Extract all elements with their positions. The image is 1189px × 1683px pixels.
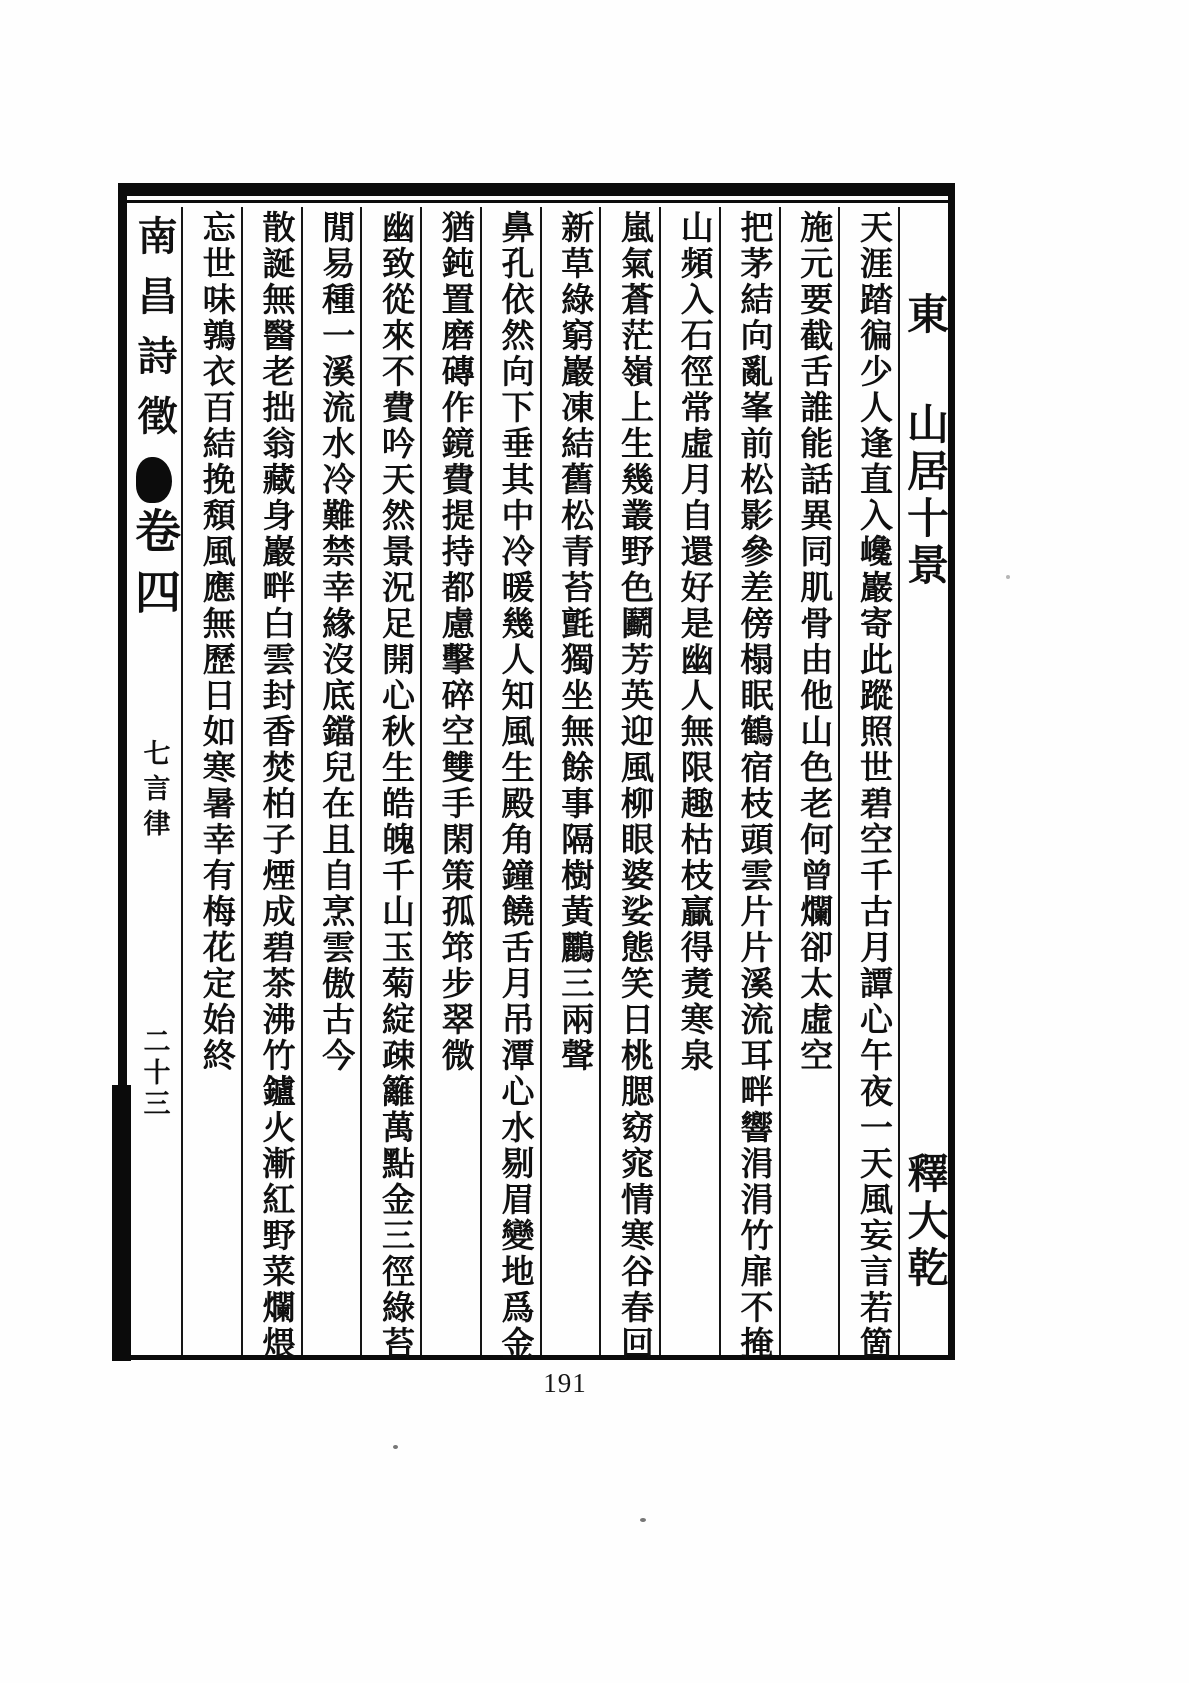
page-number: 191	[543, 1368, 587, 1398]
section-category: 東	[901, 292, 947, 339]
poem-column: 施元要截舌誰能話異同肌骨由他山色老何曾爛卻太虛空	[779, 207, 839, 1355]
poem-column: 猶鈍置磨磚作鏡費提持都慮擊碎空雙手閑策孤筇步翠微	[420, 207, 480, 1355]
text-area	[127, 207, 948, 1362]
poem-column: 鼻孔依然向下垂其中冷暖幾人知風生殿角鐘饒舌月吊潭心水剔眉變地爲金	[480, 207, 540, 1355]
scan-speck	[1006, 575, 1010, 579]
print-frame-border	[118, 183, 955, 1360]
scan-speck	[640, 1518, 646, 1522]
spine-ink-bar	[112, 1085, 131, 1361]
margin-column	[127, 207, 181, 1355]
poem-column: 把茅結向亂峯前松影參差傍榻眠鶴宿枝頭雲片片溪流耳畔響涓涓竹扉不掩	[719, 207, 779, 1355]
volume-label: 卷四	[129, 507, 180, 629]
inner-rule-line	[127, 200, 948, 203]
poem-column: 新草綠窮巖凍結舊松青苔氈獨坐無餘事隔樹黃鸝三兩聲	[540, 207, 600, 1355]
poem-series-title: 山居十景	[901, 402, 947, 590]
poem-column: 嵐氣蒼茫嶺上生幾叢野色鬬芳英迎風柳眼婆娑態笑日桃腮窈窕情寒谷春回	[599, 207, 659, 1355]
author-name: 釋大乾	[901, 1152, 948, 1293]
ink-smudge	[136, 457, 172, 503]
poem-column: 散誕無醫老拙翁藏身巖畔白雲封香焚柏子煙成碧茶沸竹鑪火漸紅野菜爛煨	[241, 207, 301, 1355]
poem-column: 閒易種一溪流水冷難禁幸緣沒底鐺兒在且自烹雲傲古今	[301, 207, 361, 1355]
section-label: 七言律	[139, 739, 170, 844]
poem-column: 忘世味鶉衣百結挽頽風應無歷日如寒暑幸有梅花定始終	[181, 207, 241, 1355]
poem-column: 天涯踏徧少人逢直入巉巖寄此蹤照世碧空千古月譚心午夜一天風妄言若箇	[838, 207, 898, 1355]
header-column	[898, 207, 948, 1355]
poem-column: 山頻入石徑常虛月自還好是幽人無限趣枯枝贏得煑寒泉	[659, 207, 719, 1355]
scan-speck	[393, 1445, 398, 1449]
poem-column: 幽致從來不費吟天然景況足開心秋生皓魄千山玉菊綻疎籬萬點金三徑綠苔	[360, 207, 420, 1355]
book-title: 南昌詩徵	[132, 215, 177, 455]
folio-number: 二十三	[139, 1027, 170, 1120]
